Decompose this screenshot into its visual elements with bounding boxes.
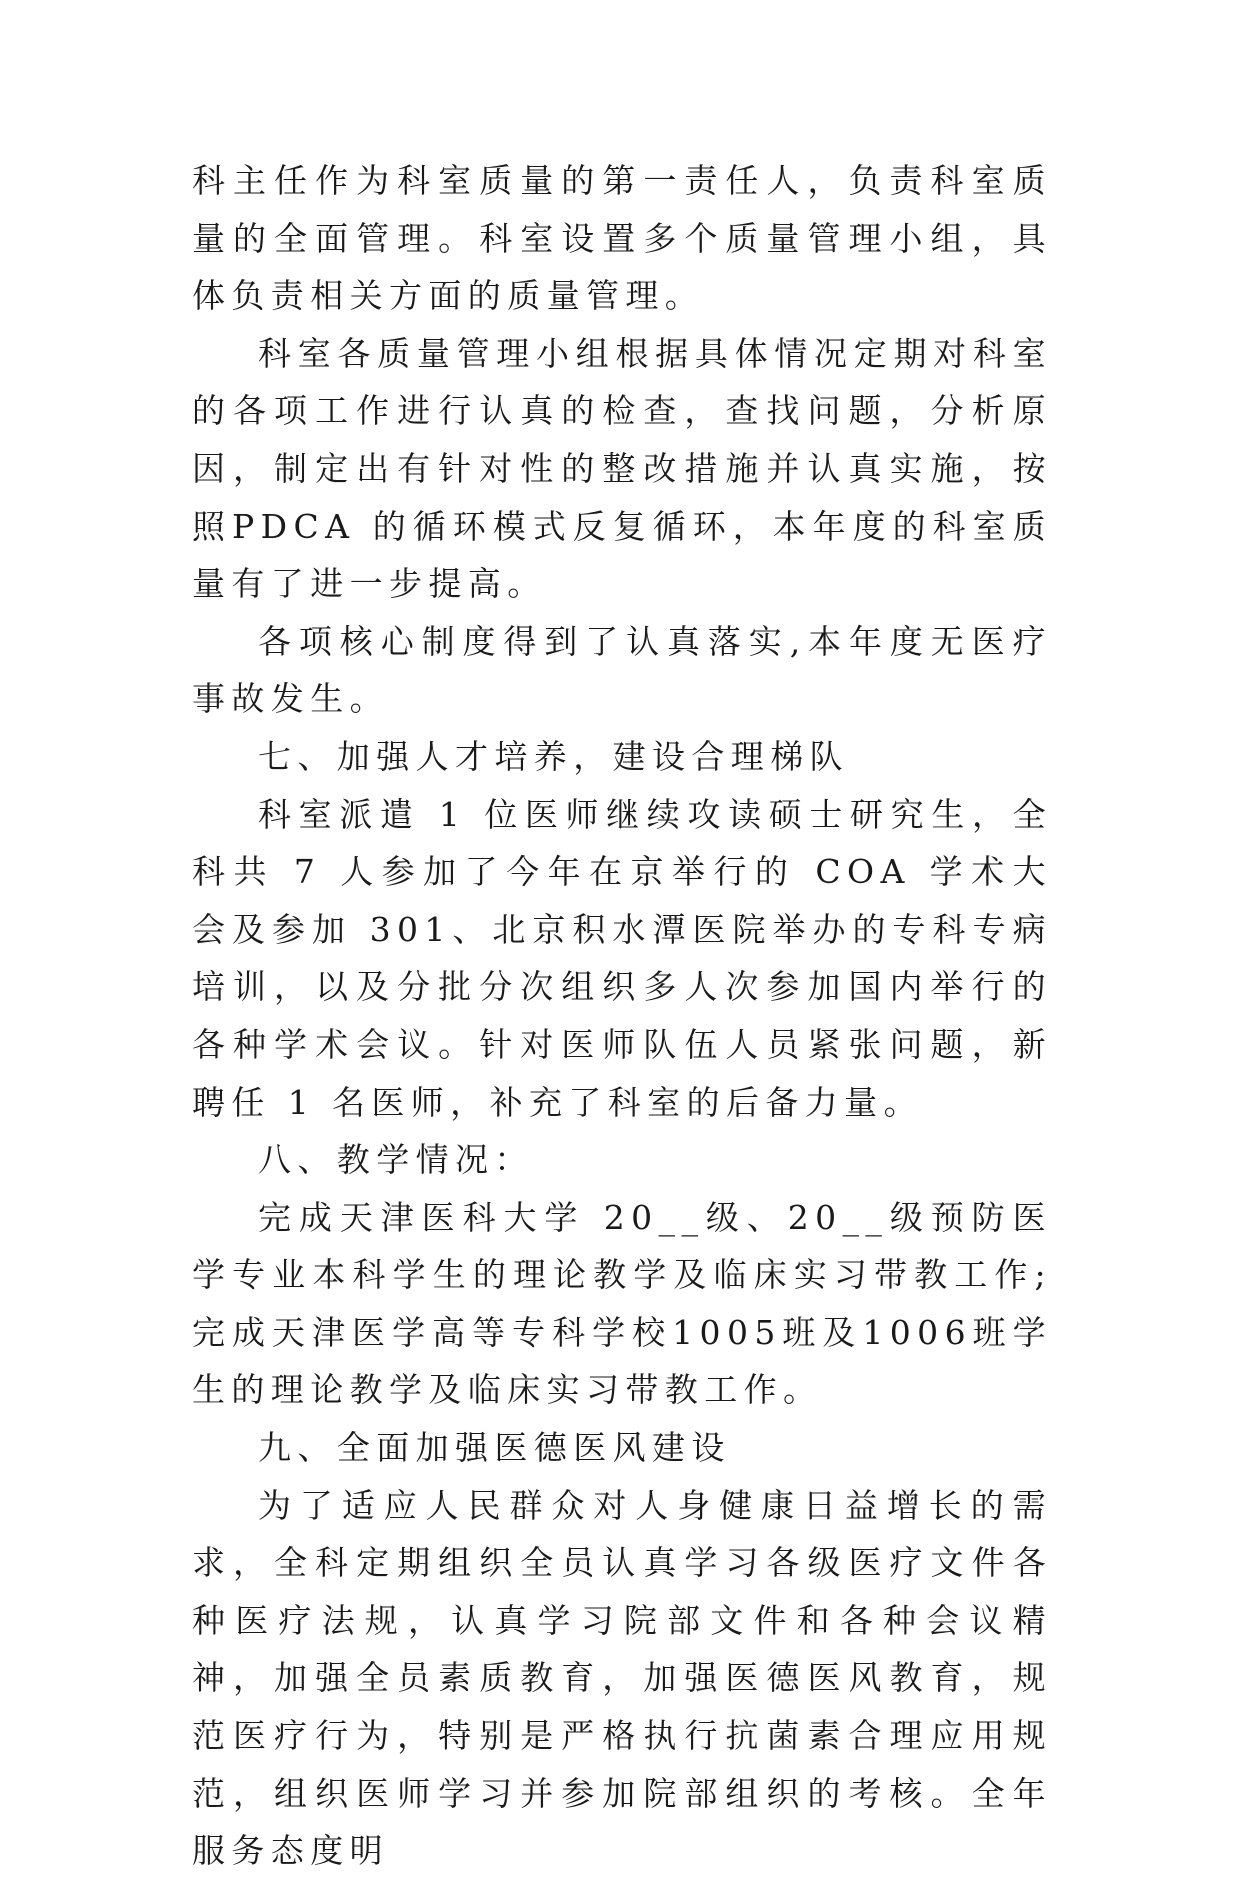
paragraph-teaching: 完成天津医科大学 20__级、20__级预防医学专业本科学生的理论教学及临床实习带教工作;完成天津医学高等专科学校1005班及1006班学生的理论教学及临床实习带教工作。 — [192, 1197, 1052, 1410]
paragraph-quality-responsibility: 科主任作为科室质量的第一责任人，负责科室质量的全面管理。科室设置多个质量管理小组，具体负责相关方面的质量管理。 — [192, 161, 1052, 316]
paragraph-core-systems: 各项核心制度得到了认真落实,本年度无医疗事故发生。 — [192, 621, 1052, 719]
section-heading-teaching: 八、教学情况： — [258, 1140, 534, 1180]
paragraph-talent-training: 科室派遣 1 位医师继续攻读硕士研究生，全科共 7 人参加了今年在京举行的 COA 学术大会及参加 301、北京积水潭医院举办的专科专病培训，以及分批分次组织多人次参加国内举行的各种学术会议。针对医师队伍人员紧张问题，新聘任 1 名医师，补充了科室的后备力量。 — [192, 794, 1052, 1122]
paragraph-quality-groups: 科室各质量管理小组根据具体情况定期对科室的各项工作进行认真的检查，查找问题，分析原因，制定出有针对性的整改措施并认真实施，按照PDCA 的循环模式反复循环，本年度的科室质量有了进一步提高。 — [192, 333, 1052, 604]
section-heading-talent: 七、加强人才培养，建设合理梯队 — [258, 736, 849, 776]
document-body — [192, 152, 1052, 1880]
section-heading-ethics: 九、全面加强医德医风建设 — [258, 1428, 731, 1468]
paragraph-ethics: 为了适应人民群众对人身健康日益增长的需求，全科定期组织全员认真学习各级医疗文件各种医疗法规，认真学习院部文件和各种会议精神，加强全员素质教育，加强医德医风教育，规范医疗行为，特别是严格执行抗菌素合理应用规范，组织医师学习并参加院部组织的考核。全年服务态度明 — [192, 1485, 1052, 1871]
